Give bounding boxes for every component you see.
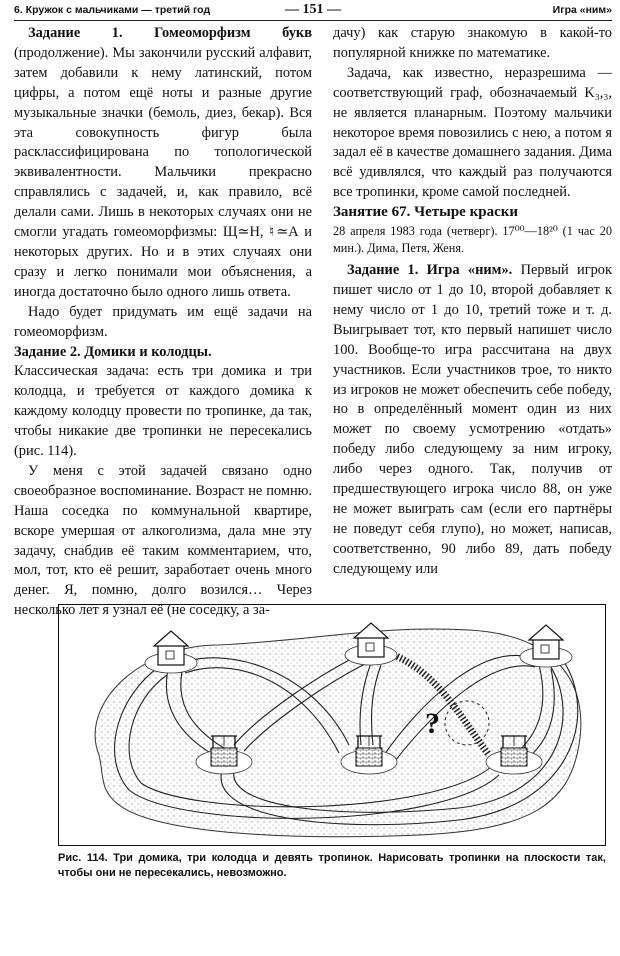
- figure-caption: Рис. 114. Три домика, три колодца и девять тропинок. Нарисовать тропинки на плоскости так, чтобы они не пересекались, невозможно.: [58, 852, 606, 879]
- question-mark: ?: [425, 707, 440, 740]
- nim-paragraph: [333, 261, 612, 580]
- task1-title: Задание 1. Гомеоморфизм букв: [28, 25, 312, 41]
- task2-paragraph: Классическая задача: есть три домика и три колодца, и требуется от каждого домика к каждому колодцу провести по тропинке, да так, чтобы никакие две тропинки не пересекались (рис. 114).: [14, 363, 312, 460]
- right-column: [333, 24, 612, 580]
- task2-title: Задание 2. Домики и колодцы.: [14, 343, 212, 360]
- lesson-title: Занятие 67. Четыре краски: [333, 204, 519, 221]
- nim-task-text: Первый игрок пишет число от 1 до 10, второй добавляет к нему число от 1 до 10, третий тоже и т. д. Выигрывает тот, кто первый напишет число 100. Вообще-то игра рассчитана на двух участников. Если участников трое, то никто из игроков не может обеспечить себе победу, но в определённый момент один из них может по своему усмотрению «отдать» победу либо следующему за ним игроку, либо через одного. Так, получив от предшествующего игрока число 88, он уже не может выиграть сам (если его партнёры не поведут себя глупо), но может, написав, соответственно, 90 либо 89, дать победу следующему или: [333, 262, 612, 577]
- running-header: [14, 2, 612, 21]
- houses-wells-figure: [58, 604, 606, 846]
- task1-paragraph: [14, 24, 312, 303]
- k33-paragraph: Задача, как известно, неразрешима — соответствующий граф, обозначаемый K₃,₃, не является планарным. Поэтому мальчики некоторое время повозились с нею, а потом я задал её в качестве домашнего задания. Дима всё удивлялся, что каждый раз получаются все тропинки, кроме самой последней.: [333, 64, 612, 201]
- section-title-header: Игра «ним»: [552, 4, 612, 16]
- task1-text: (продолжение). Мы закончили русский алфавит, затем добавили к нему латинский, потом цифры, а потом ещё ноты и разные другие музыкальные значки (бемоль, диез, бекар). Вся эта совокупность фигур была расклассифицирована по топологической эквивалентности. Мальчики прекрасно справлялись с задачей, и, как правило, всё делали сами. Лишь в некоторых случаях они не смогли угадать гомеоморфизмы: Щ≃Н, ♮≃А и некоторых других. Но и в этих случаях они сразу и легко понимали мои объяснения, а иногда достаточно было одного лишь ответа.: [14, 44, 312, 300]
- continuation-paragraph: дачу) как старую знакомую в какой-то популярной книжке по математике.: [333, 25, 612, 61]
- task2-memory-paragraph: У меня с этой задачей связано одно своеобразное воспоминание. Возраст не помню. Наша соседка по коммунальной квартире, вскоре умершая от алкоголизма, дала мне эту задачу, снабдив её таким комментарием, что, мол, тот, кто её решит, заработает очень много денег. Я, помню, долго возился… Через несколько лет я узнал её (не соседку, а за-: [14, 462, 312, 619]
- lesson-date: 28 апреля 1983 года (четверг). 17⁰⁰—18²⁰ (1 час 20 мин.). Дима, Петя, Женя.: [333, 224, 612, 256]
- task2-title-line: [14, 343, 312, 363]
- chapter-title: 6. Кружок с мальчиками — третий год: [14, 4, 211, 16]
- houses-wells-illustration: [59, 605, 605, 845]
- nim-task-title: Задание 1. Игра «ним».: [347, 262, 513, 279]
- left-column: [14, 24, 312, 621]
- task1-followup: Надо будет придумать им ещё задачи на гомеоморфизм.: [14, 303, 312, 340]
- page-number: — 151 —: [285, 2, 341, 17]
